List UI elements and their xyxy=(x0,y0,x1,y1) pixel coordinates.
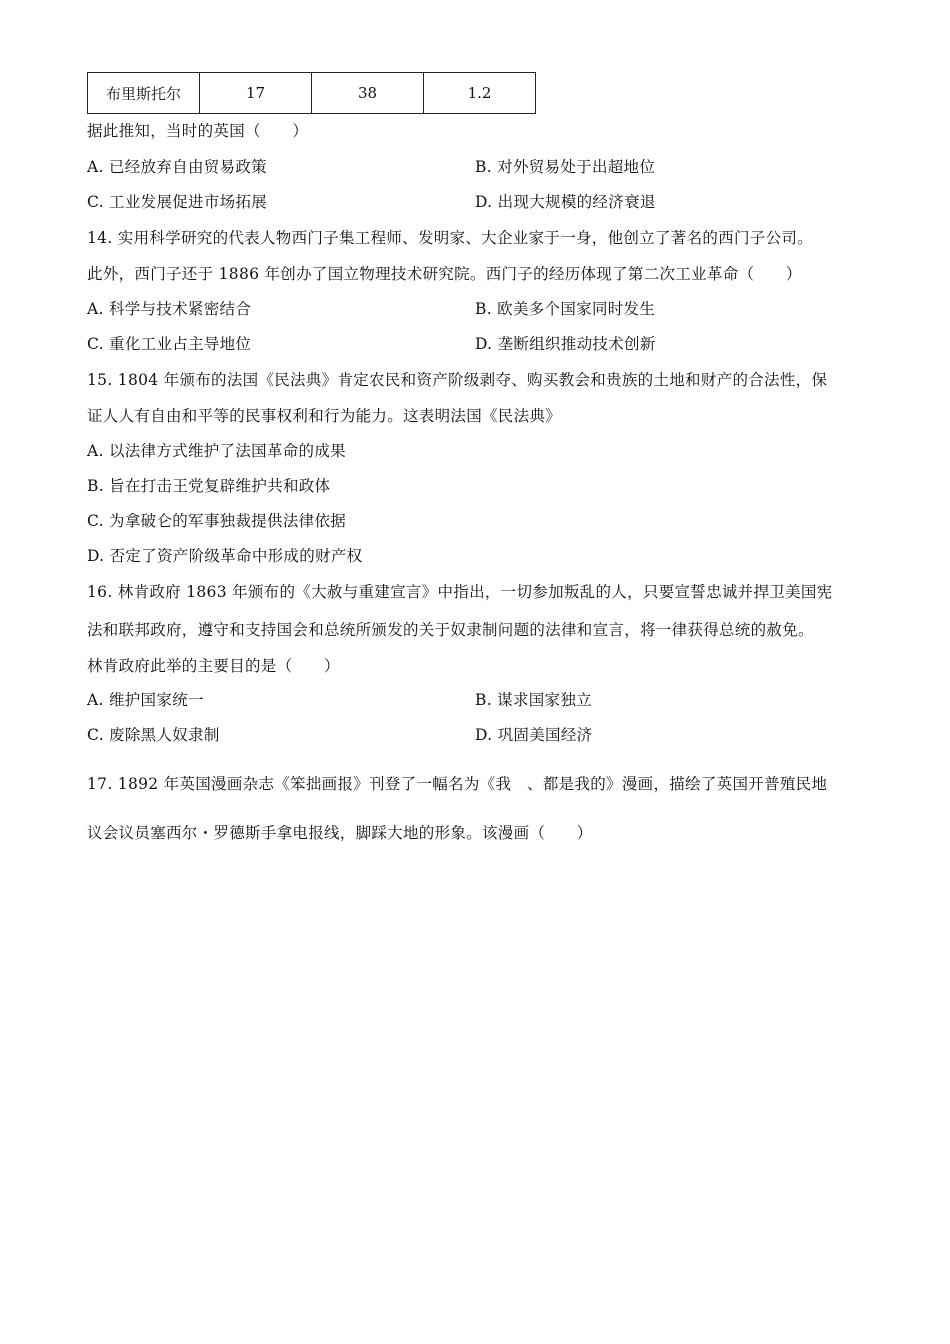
q16-stem-line3: 林肯政府此举的主要目的是（ ） xyxy=(87,657,340,675)
table-cell-value: 1.2 xyxy=(424,73,536,114)
table-row xyxy=(88,73,536,114)
q14-option-a[interactable]: A. 科学与技术紧密结合 xyxy=(87,300,252,318)
q16-stem-line1: 16. 林肯政府 1863 年颁布的《大赦与重建宣言》中指出，一切参加叛乱的人，只要宣誓忠诚并捍卫美国宪 xyxy=(87,583,833,601)
q13-option-a[interactable]: A. 已经放弃自由贸易政策 xyxy=(87,158,267,176)
q15-option-b[interactable]: B. 旨在打击王党复辟维护共和政体 xyxy=(87,477,331,495)
q15-stem-line1: 15. 1804 年颁布的法国《民法典》肯定农民和资产阶级剥夺、购买教会和贵族的土地和财产的合法性，保 xyxy=(87,371,828,389)
q13-option-b[interactable]: B. 对外贸易处于出超地位 xyxy=(475,158,656,176)
table-cell-city: 布里斯托尔 xyxy=(88,73,200,114)
q16-stem-line2: 法和联邦政府，遵守和支持国会和总统所颁发的关于奴隶制问题的法律和宣言，将一律获得总统的赦免。 xyxy=(87,621,814,639)
q14-stem-line1: 14. 实用科学研究的代表人物西门子集工程师、发明家、大企业家于一身，他创立了著名的西门子公司。 xyxy=(87,229,813,247)
q15-option-a[interactable]: A. 以法律方式维护了法国革命的成果 xyxy=(87,442,346,460)
q16-option-d[interactable]: D. 巩固美国经济 xyxy=(475,726,593,744)
q17-stem-line1: 17. 1892 年英国漫画杂志《笨拙画报》刊登了一幅名为《我 、都是我的》漫画，描绘了英国开普殖民地 xyxy=(87,775,828,793)
q15-option-d[interactable]: D. 否定了资产阶级革命中形成的财产权 xyxy=(87,547,363,565)
q13-stem: 据此推知，当时的英国（ ） xyxy=(87,122,309,140)
q14-option-d[interactable]: D. 垄断组织推动技术创新 xyxy=(475,335,656,353)
data-table xyxy=(87,72,536,114)
q14-option-b[interactable]: B. 欧美多个国家同时发生 xyxy=(475,300,656,318)
q16-option-a[interactable]: A. 维护国家统一 xyxy=(87,691,204,709)
q16-option-b[interactable]: B. 谋求国家独立 xyxy=(475,691,592,709)
q14-option-c[interactable]: C. 重化工业占主导地位 xyxy=(87,335,252,353)
q14-stem-line2: 此外，西门子还于 1886 年创办了国立物理技术研究院。西门子的经历体现了第二次工业革命（ ） xyxy=(87,265,802,283)
q17-stem-line2: 议会议员塞西尔・罗德斯手拿电报线，脚踩大地的形象。该漫画（ ） xyxy=(87,824,593,842)
q16-option-c[interactable]: C. 废除黑人奴隶制 xyxy=(87,726,220,744)
q15-stem-line2: 证人人有自由和平等的民事权利和行为能力。这表明法国《民法典》 xyxy=(87,407,562,425)
q13-option-c[interactable]: C. 工业发展促进市场拓展 xyxy=(87,193,268,211)
table-cell-value: 17 xyxy=(200,73,312,114)
q13-option-d[interactable]: D. 出现大规模的经济衰退 xyxy=(475,193,656,211)
table-cell-value: 38 xyxy=(312,73,424,114)
q15-option-c[interactable]: C. 为拿破仑的军事独裁提供法律依据 xyxy=(87,512,347,530)
